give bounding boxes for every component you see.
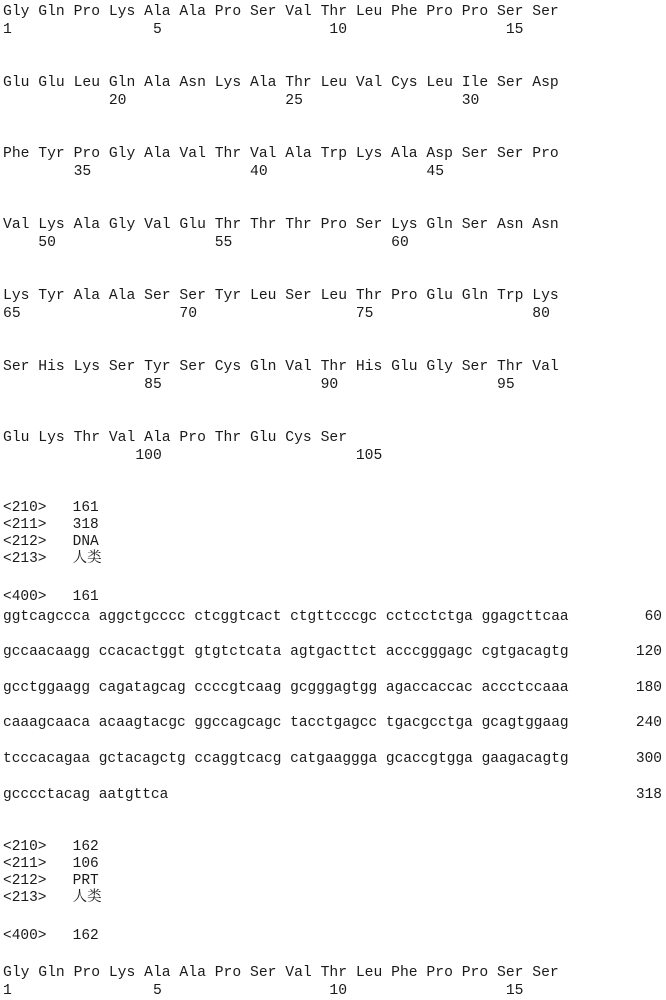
dna-row: gccaacaagg ccacactggt gtgtctcata agtgacttct acccgggagc cgtgacagtg <box>3 644 569 660</box>
dna-row: gcccctacag aatgttca <box>3 787 169 803</box>
dna-row: ggtcagccca aggctgcccc ctcggtcact ctgttcccgc cctcctctga ggagcttcaa <box>3 609 569 625</box>
field-value: 161 <box>72 500 99 516</box>
field-tag: <213> <box>3 551 47 567</box>
residue-row: Gly Gln Pro Lys Ala Ala Pro Ser Val Thr Leu Phe Pro Pro Ser Ser <box>3 3 559 20</box>
field-value: 162 <box>72 928 99 944</box>
residue-row: Gly Gln Pro Lys Ala Ala Pro Ser Val Thr Leu Phe Pro Pro Ser Ser <box>3 964 559 981</box>
field-tag: <212> <box>3 534 47 550</box>
field-value: 318 <box>72 517 99 533</box>
dna-row: tcccacagaa gctacagctg ccaggtcacg catgaaggga gcaccgtgga gaagacagtg <box>3 751 569 767</box>
dna-position: 180 <box>635 680 662 696</box>
residue-row: Glu Glu Leu Gln Ala Asn Lys Ala Thr Leu Val Cys Leu Ile Ser Asp <box>3 74 559 91</box>
dna-position: 300 <box>635 751 662 767</box>
residue-row: Phe Tyr Pro Gly Ala Val Thr Val Ala Trp Lys Ala Asp Ser Ser Pro <box>3 145 559 162</box>
residue-number-row: 100 105 <box>3 447 383 464</box>
field-tag: <400> <box>3 928 47 944</box>
residue-number-row: 65 70 75 80 <box>3 305 550 322</box>
residue-number-row: 35 40 45 <box>3 163 445 180</box>
dna-position: 318 <box>635 787 662 803</box>
field-tag: <211> <box>3 517 47 533</box>
residue-number-row: 1 5 10 15 <box>3 21 524 38</box>
residue-row: Glu Lys Thr Val Ala Pro Thr Glu Cys Ser <box>3 429 348 446</box>
residue-number-row: 50 55 60 <box>3 234 409 251</box>
field-row <box>3 500 99 518</box>
residue-number-row: 20 25 30 <box>3 92 480 109</box>
residue-row: Lys Tyr Ala Ala Ser Ser Tyr Leu Ser Leu Thr Pro Glu Gln Trp Lys <box>3 287 559 304</box>
field-value: DNA <box>72 534 99 550</box>
field-row <box>3 873 99 891</box>
field-tag: <210> <box>3 500 47 516</box>
field-tag: <212> <box>3 873 47 889</box>
field-value: 162 <box>72 839 99 855</box>
residue-number-row: 1 5 10 15 <box>3 982 524 999</box>
field-tag: <400> <box>3 589 47 605</box>
field-row <box>3 517 99 535</box>
dna-row: caaagcaaca acaagtacgc ggccagcagc tacctgagcc tgacgcctga gcagtggaag <box>3 715 569 731</box>
residue-number-row: 85 90 95 <box>3 376 515 393</box>
dna-position: 240 <box>635 715 662 731</box>
field-row <box>3 839 99 857</box>
field-row <box>3 856 99 874</box>
dna-position: 60 <box>644 609 662 625</box>
sequence-tag-row <box>3 928 99 946</box>
field-value: 人类 <box>72 890 102 906</box>
field-row <box>3 551 102 569</box>
field-row <box>3 534 99 552</box>
dna-position: 120 <box>635 644 662 660</box>
field-tag: <213> <box>3 890 47 906</box>
dna-row: gcctggaagg cagatagcag ccccgtcaag gcgggagtgg agaccaccac accctccaaa <box>3 680 569 696</box>
field-tag: <211> <box>3 856 47 872</box>
field-value: PRT <box>72 873 99 889</box>
residue-row: Val Lys Ala Gly Val Glu Thr Thr Thr Pro Ser Lys Gln Ser Asn Asn <box>3 216 559 233</box>
field-value: 106 <box>72 856 99 872</box>
field-tag: <210> <box>3 839 47 855</box>
field-row <box>3 890 102 908</box>
field-value: 人类 <box>72 551 102 567</box>
field-value: 161 <box>72 589 99 605</box>
sequence-tag-row <box>3 589 99 607</box>
residue-row: Ser His Lys Ser Tyr Ser Cys Gln Val Thr His Glu Gly Ser Thr Val <box>3 358 559 375</box>
